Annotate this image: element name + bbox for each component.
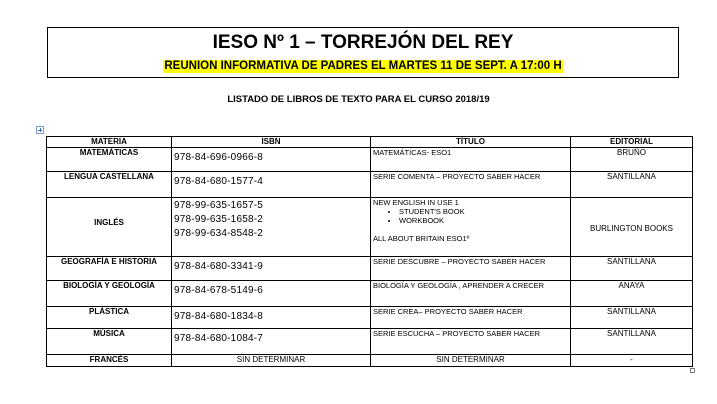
editorial-cell: ANAYA	[571, 281, 693, 307]
isbn-cell	[172, 148, 371, 172]
isbn-cell	[172, 281, 371, 307]
isbn-value: 978-99-634-8548-2	[174, 228, 264, 239]
table-row	[47, 307, 693, 329]
titulo-cell: SERIE DESCUBRE – PROYECTO SABER HACER	[371, 257, 571, 281]
header-isbn: ISBN	[172, 137, 371, 148]
isbn-cell	[172, 329, 371, 355]
isbn-value: 978-84-696-0966-8	[174, 152, 264, 163]
table-row	[47, 198, 693, 257]
editorial-cell: SANTILLANA	[571, 172, 693, 198]
table-header-row	[47, 137, 693, 148]
titulo-head: NEW ENGLISH IN USE 1	[373, 198, 459, 207]
table-move-handle-icon[interactable]	[36, 126, 44, 134]
list-item: • WORKBOOK	[399, 216, 568, 225]
titulo-cell: SERIE ESCUCHA – PROYECTO SABER HACER	[371, 329, 571, 355]
materia-cell: FRANCÉS	[47, 355, 172, 367]
isbn-value: 978-84-678-5149-6	[174, 285, 264, 296]
meeting-notice: REUNION INFORMATIVA DE PADRES EL MARTES 11 DE SEPT. A 17:00 H	[164, 60, 562, 72]
editorial-cell	[571, 198, 693, 257]
materia-cell: LENGUA CASTELLANA	[47, 172, 172, 198]
editorial-cell: SANTILLANA	[571, 257, 693, 281]
materia-cell	[47, 198, 172, 257]
header-titulo: TÍTULO	[371, 137, 571, 148]
isbn-value: 978-99-635-1658-2	[174, 214, 264, 225]
titulo-cell: SERIE CREA– PROYECTO SABER HACER	[371, 307, 571, 329]
editorial-value: BURLINGTON BOOKS	[590, 224, 673, 233]
editorial-cell: SANTILLANA	[571, 329, 693, 355]
titulo-cell	[371, 198, 571, 257]
editorial-cell: SANTILLANA	[571, 307, 693, 329]
isbn-cell	[172, 198, 371, 257]
titulo-cell: SIN DETERMINAR	[371, 355, 571, 367]
materia-cell: MÚSICA	[47, 329, 172, 355]
document-title: IESO Nº 1 – TORREJÓN DEL REY	[212, 32, 514, 53]
table-row	[47, 257, 693, 281]
isbn-value: 978-84-680-3341-9	[174, 261, 264, 272]
textbook-table	[46, 136, 693, 367]
table-resize-handle-icon[interactable]	[690, 368, 695, 373]
isbn-value: 978-84-680-1084-7	[174, 333, 264, 344]
table-row	[47, 329, 693, 355]
editorial-cell: -	[571, 355, 693, 367]
isbn-cell	[172, 307, 371, 329]
isbn-value: 978-99-635-1657-5	[174, 200, 264, 211]
titulo-list	[373, 207, 568, 225]
header-editorial: EDITORIAL	[571, 137, 693, 148]
materia-value: INGLÉS	[94, 218, 124, 227]
materia-cell: MATEMÁTICAS	[47, 148, 172, 172]
isbn-cell	[172, 172, 371, 198]
materia-cell: GEOGRAFÍA E HISTORIA	[47, 257, 172, 281]
materia-cell: PLÁSTICA	[47, 307, 172, 329]
editorial-cell: BRUÑO	[571, 148, 693, 172]
list-title: LISTADO DE LIBROS DE TEXTO PARA EL CURSO 2018/19	[227, 94, 490, 105]
titulo-cell: BIOLOGÍA Y GEOLOGÍA , APRENDER A CRECER	[371, 281, 571, 307]
titulo-cell: SERIE COMENTA – PROYECTO SABER HACER	[371, 172, 571, 198]
header-materia: MATERIA	[47, 137, 172, 148]
isbn-cell: SIN DETERMINAR	[172, 355, 371, 367]
materia-cell: BIOLOGÍA Y GEOLOGÍA	[47, 281, 172, 307]
isbn-value: 978-84-680-1834-8	[174, 311, 264, 322]
isbn-cell	[172, 257, 371, 281]
titulo-tail: ALL ABOUT BRITAIN ESO1º	[373, 234, 470, 243]
table-row	[47, 355, 693, 367]
table-row	[47, 281, 693, 307]
list-item: • STUDENT'S BOOK	[399, 207, 568, 216]
header-box	[47, 27, 679, 78]
isbn-value: 978-84-680-1577-4	[174, 176, 264, 187]
titulo-cell: MATEMÁTICAS- ESO1	[371, 148, 571, 172]
table-row	[47, 172, 693, 198]
table-row	[47, 148, 693, 172]
